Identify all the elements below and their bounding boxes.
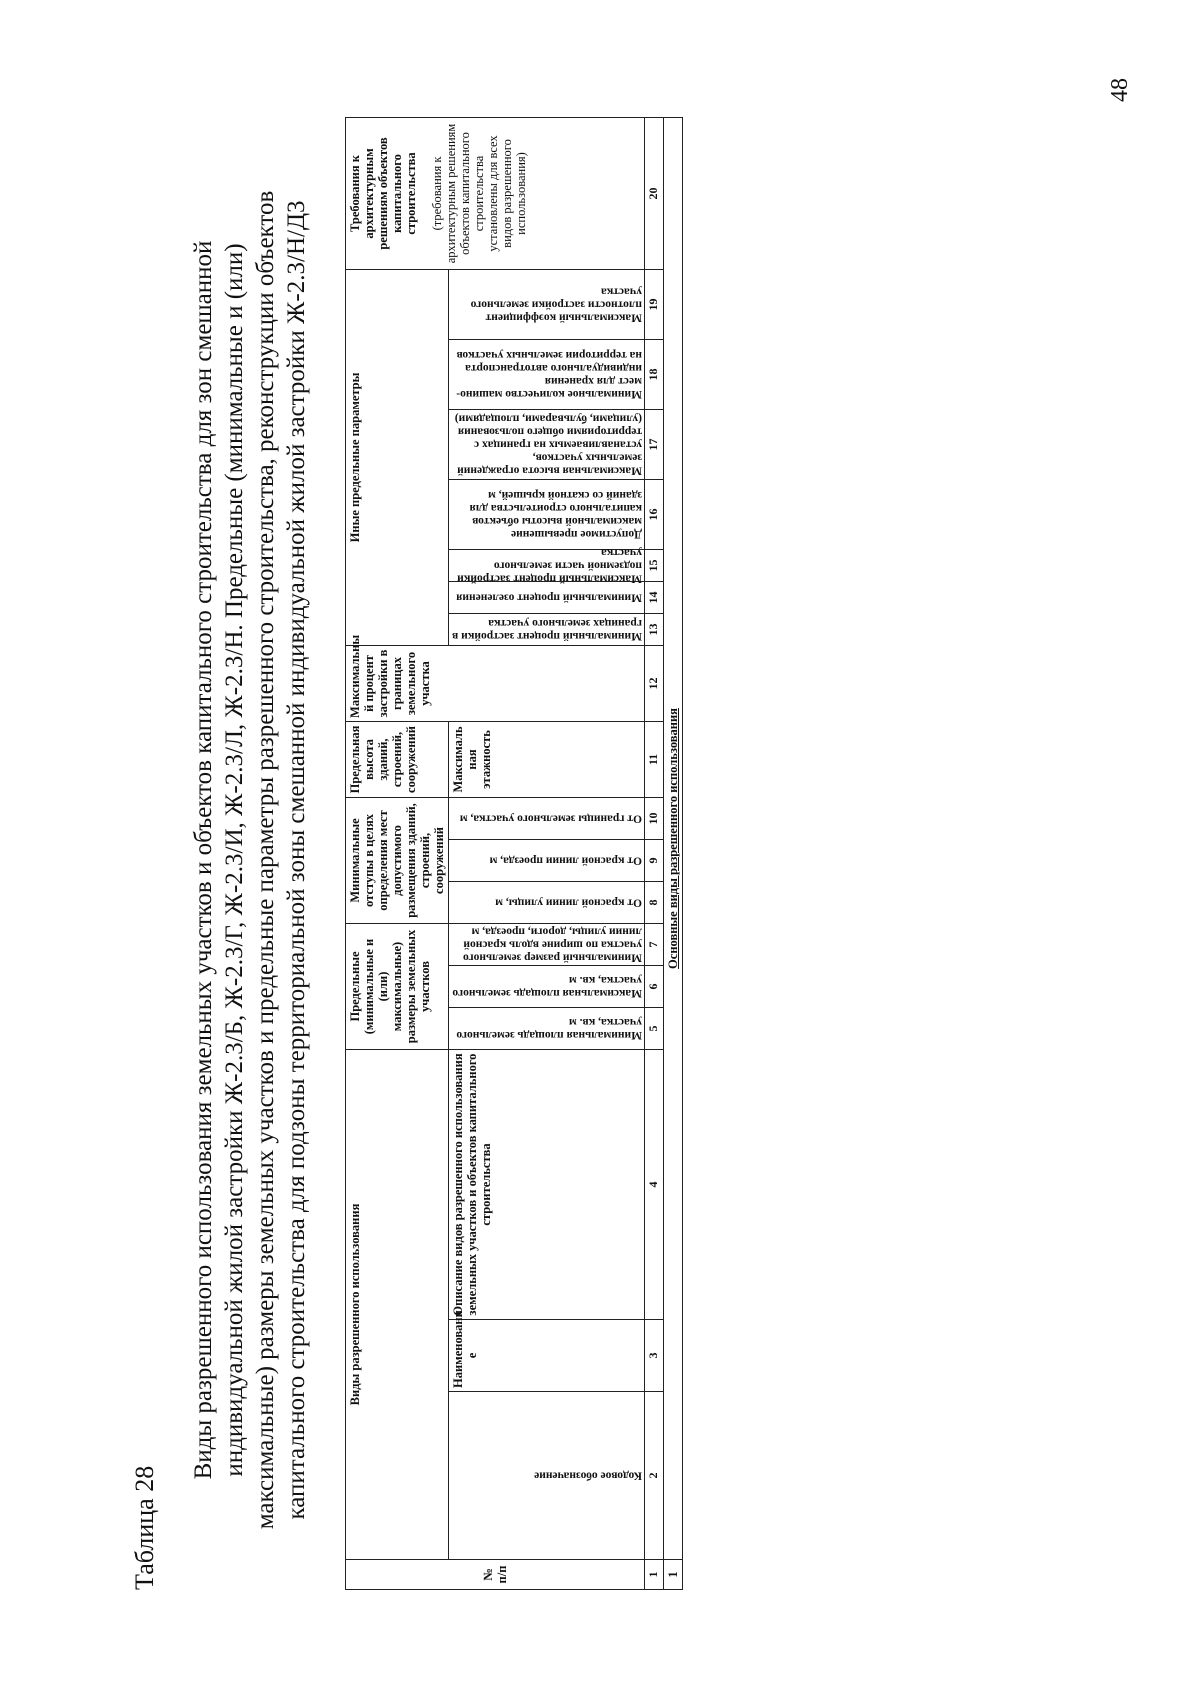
- column-number: 8: [645, 882, 664, 924]
- table-caption: Таблица 28: [130, 1465, 159, 1590]
- column-number: 7: [645, 924, 664, 966]
- header-max-underground: Максимальный процент застройки подземной части земельного участка: [449, 549, 645, 581]
- header-group-other: Иные предельные параметры: [346, 269, 449, 645]
- column-number: 9: [645, 840, 664, 882]
- column-number: 3: [645, 1320, 664, 1392]
- header-max-area: Максимальная площадь земельного участка, кв. м: [449, 966, 645, 1008]
- column-number: 17: [645, 409, 664, 479]
- header-density: Максимальный коэффициент плотности застройки земельного участка: [449, 269, 645, 339]
- column-number: 4: [645, 1050, 664, 1320]
- header-min-area: Минимальная площадь земельного участка, кв. м: [449, 1008, 645, 1050]
- header-num: № п/п: [346, 1560, 645, 1590]
- rotated-page-content: [130, 123, 950, 1590]
- header-code: Кодовое обозначение: [449, 1392, 645, 1560]
- column-number: 11: [645, 721, 664, 797]
- column-number: 19: [645, 269, 664, 339]
- header-min-green: Минимальный процент озеленения: [449, 581, 645, 613]
- header-group-vri: Виды разрешенного использования: [346, 1050, 449, 1560]
- column-number: 2: [645, 1392, 664, 1560]
- header-arch-note: (требования к архитектурным решениям объектов капитального строительства установлены для всех видов разрешенного использования): [430, 123, 528, 264]
- column-number: 16: [645, 479, 664, 549]
- column-number: 12: [645, 645, 664, 721]
- page-number: 48: [1107, 78, 1133, 102]
- column-number: 10: [645, 797, 664, 839]
- column-number: 20: [645, 117, 664, 269]
- column-number: 18: [645, 339, 664, 409]
- column-number-row: [645, 117, 664, 1589]
- section-row-number: 1: [664, 1560, 683, 1590]
- header-fence-height: Максимальная высота ограждений земельных участков, устанавливаемых на границах с территориями общего пользования (улицами, бульварами, площадями): [449, 409, 645, 479]
- header-parking: Минимальное количество машино-мест для хранения индивидуального автотранспорта на территории земельных участков: [449, 339, 645, 409]
- header-group-setbacks: Минимальные отступы в целях определения мест допустимого размещения зданий, строений, сооружений: [346, 797, 449, 923]
- header-setback-passage: От красной линии проезда, м: [449, 840, 645, 882]
- column-number: 5: [645, 1008, 664, 1050]
- header-arch: [346, 117, 645, 269]
- header-arch-title: Требования к архитектурным решениям объектов капитального строительства: [348, 137, 418, 250]
- header-min-size: Минимальный размер земельного участка по ширине вдоль красной линии улицы, дороги, проезда, м: [449, 924, 645, 966]
- header-floors: Максималь ная этажность: [449, 721, 645, 797]
- column-number: 1: [645, 1560, 664, 1590]
- header-height: Предельная высота зданий, строений, сооружений: [346, 721, 449, 797]
- column-number: 15: [645, 549, 664, 581]
- header-max-percent: Максимальны й процент застройки в границах земельного участка: [346, 645, 645, 721]
- header-height-excess: Допустимое превышение максимальной высоты объектов капитального строительства для зданий со скатной крышей, м: [449, 479, 645, 549]
- table-heading: Виды разрешенного использования земельных участков и объектов капитального строительства для зон смешанной индивидуальной жилой застройки Ж-2.3/Б, Ж-2.3/Г, Ж-2.3/И, Ж-2.3/Л, Ж-2.3/Н. Предельные (минимальные и (или) максимальные) размеры земельных участков и предельные параметры разрешенного строительства, реконструкции объектов капитального строительства для подзоны территориальной зоны смешанной индивидуальной жилой застройки Ж-2.3/Н/Д3: [190, 190, 310, 1530]
- section-title: Основные виды разрешенного использования: [664, 117, 683, 1559]
- column-number: 14: [645, 581, 664, 613]
- header-name: Наименовани е: [449, 1320, 645, 1392]
- header-setback-street: От красной линии улицы, м: [449, 882, 645, 924]
- header-min-percent: Минимальный процент застройки в границах земельного участка: [449, 613, 645, 645]
- section-row: [664, 117, 683, 1589]
- header-group-sizes: Предельные (минимальные и (или) максимальные) размеры земельных участков: [346, 924, 449, 1050]
- header-description: Описание видов разрешенного использования земельных участков и объектов капитального строительства: [449, 1050, 645, 1320]
- header-setback-border: От границы земельного участка, м: [449, 797, 645, 839]
- column-number: 13: [645, 613, 664, 645]
- column-number: 6: [645, 966, 664, 1008]
- regulations-table: [345, 123, 683, 1590]
